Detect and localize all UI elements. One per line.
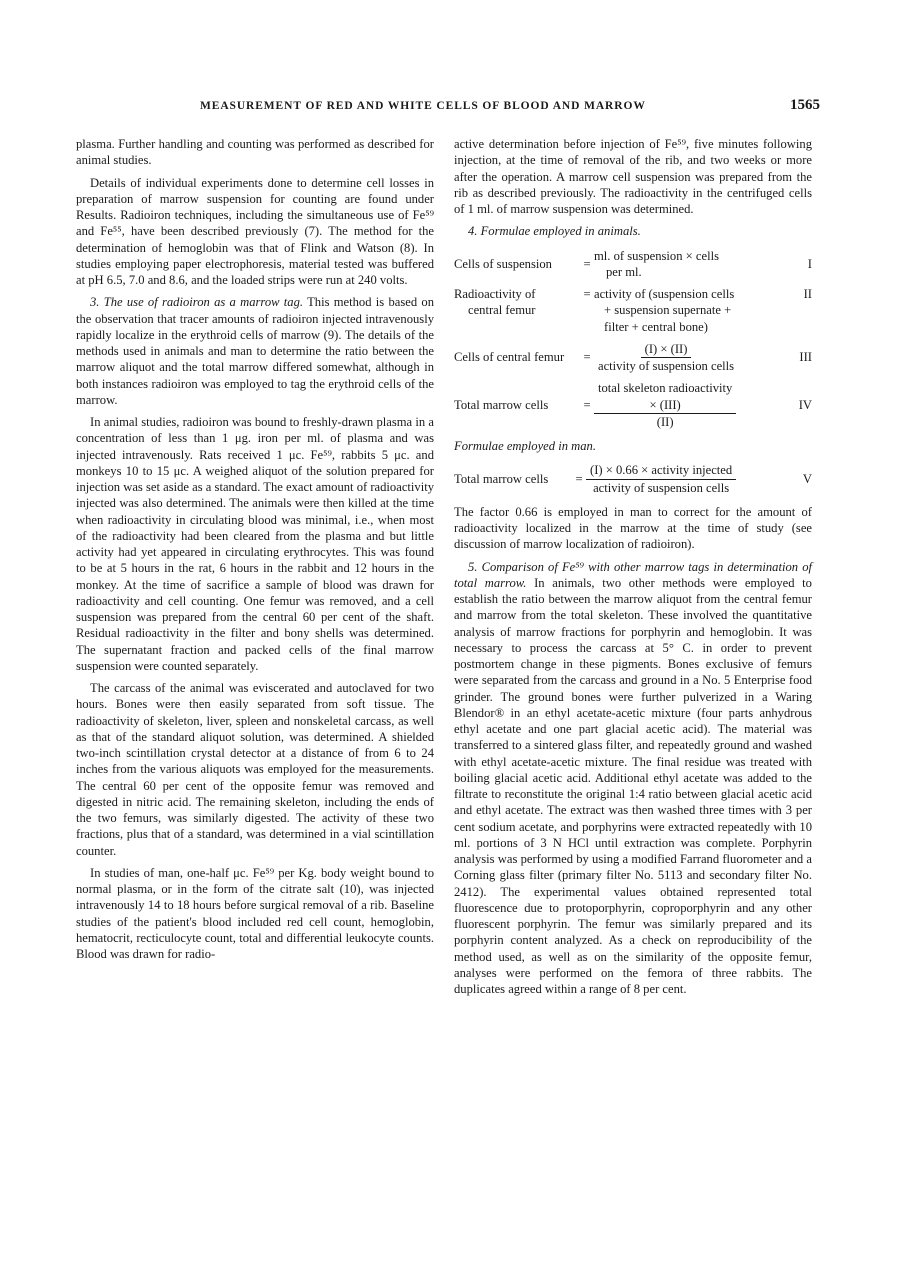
left-paragraph-3 xyxy=(76,294,434,408)
formula-3-expression xyxy=(594,341,780,375)
section-3-heading: 3. The use of radioiron as a marrow tag. xyxy=(90,295,304,310)
formula-1-expr-line-2: per ml. xyxy=(606,264,642,279)
formula-2-expr-line-2: + suspension supernate + xyxy=(604,303,732,318)
formula-3-label: Cells of central femur xyxy=(454,350,565,365)
formula-2-expr-line-1: activity of (suspension cells xyxy=(594,287,735,301)
running-head xyxy=(200,97,820,113)
formula-5-numerator: (I) × 0.66 × activity injected xyxy=(586,462,736,479)
formula-5-denominator: activity of suspension cells xyxy=(593,480,730,495)
formula-3 xyxy=(454,341,812,375)
formula-1-label: Cells of suspension xyxy=(454,256,552,271)
left-paragraph-2: Details of individual experiments done to determine cell losses in preparation of marrow suspension for counting are found under Results. Radioiron techniques, including the simultaneous use of Fe⁵⁹ and Fe⁵⁵, have been described previously (7). The method for the determination of hemoglobin was that of Flink and Watson (8). In studies employing paper electrophoresis, material tested was buffered at pH 6.5, 7.0 and 8.6, and the loaded strips were run at 240 volts. xyxy=(76,175,434,287)
formula-3-denominator: activity of suspension cells xyxy=(598,359,735,373)
formula-2-expression xyxy=(594,286,780,335)
formula-3-fraction xyxy=(594,341,738,375)
formula-4-equals: = xyxy=(583,398,591,412)
formulae-man-heading: Formulae employed in man. xyxy=(454,439,596,453)
formula-2-expr-line-3: filter + central bone) xyxy=(604,319,708,334)
formula-2-label-line-1: Radioactivity of xyxy=(454,287,536,301)
formula-1-number: I xyxy=(807,256,812,271)
formulae-animals-heading: 4. Formulae employed in animals. xyxy=(468,224,641,239)
section-5-body: In animals, two other methods were employed to establish the ratio between the marrow aliquot from the central femur and marrow from the total skeleton. These involved the quantitative analysis of marrow fractions for porphyrin and hemoglobin. It was necessary to process the carcass at 5° C. in order to prevent postmortem change in these pigments. Bones exclusive of femurs were separated from the carcass and ground in a No. 5 Enterprise food grinder. The ground bones were further pulverized in a Waring Blendor® in an ethyl acetate-acetic mixture (four parts anhydrous ethyl acetate and one part glacial acetic acid). The material was transferred to a sintered glass filter, and repeatedly ground and washed with ethyl acetate-acetic mixture. The final residue was treated with boiling glacial acetic acid. Additional ethyl acetate was added to the filtrate to reconstitute the original 1:4 ratio between glacial acetic acid and ethyl acetate. The extract was then washed three times with 3 per cent sodium acetate, and porphyrins were extracted repeatedly with 10 ml. portions of 3 N HCl until extraction was complete. Porphyrin analysis was performed by using a modified Farrand fluorometer and a Corning glass filter (primary filter No. 5113 and secondary filter No. 2412). The experimental values obtained represented total fluorescence due to protoporphyrin, coproporphyrin and any other fluorescent porphyrin. The femur was similarly prepared and its porphyrin content analyzed. As a check on reproducibility of the method used, as well as on the similarity of the opposite femur, analyses were performed on the femora of three rabbits. The duplicates agreed within a range of 8 per cent. xyxy=(454,575,812,996)
left-paragraph-5: The carcass of the animal was eviscerated and autoclaved for two hours. Bones were then easily separated from soft tissue. The radioactivity of skeleton, liver, spleen and nonskeletal carcass, as well as that of the standard aliquot solution, was determined. A shielded two-inch scintillation crystal detector at a distance of from 6 to 24 inches from the various aliquots was employed for the measurements. The central 60 per cent of the opposite femur was removed and digested in nitric acid. The remaining skeleton, including the ends of the two femurs, was similarly digested. The activity of these two fractions, plus that of a standard, was determined in a vial scintillation counter. xyxy=(76,681,434,858)
formula-2-number: II xyxy=(803,287,812,301)
formula-2-equals: = xyxy=(583,287,591,301)
formula-1-expression xyxy=(594,248,780,281)
formula-4-numerator xyxy=(594,380,736,414)
formula-3-equals: = xyxy=(583,350,591,365)
left-paragraph-4: In animal studies, radioiron was bound to freshly-drawn plasma in a concentration of less than 1 μg. iron per ml. of plasma and was injected intravenously. Rats received 1 μc. Fe⁵⁹, rabbits 5 μc. and monkeys 10 to 15 μc. A weighed aliquot of the solution prepared for injection was set aside as a standard. The exact amount of radioactivity injected was also determined. The animals were then killed at the time when radioactivity in circulating blood was minimal, i.e., when most of the radioactivity had been cleared from the plasma and but little activity had yet appeared in circulating erythrocytes. This was found to be at 5 hours in the rat, 6 hours in the rabbit and 12 hours in the monkey. At the time of sacrifice a sample of blood was drawn for radioactivity and cell counting. One femur was removed, and a cell suspension was prepared from the central 60 per cent of the shaft. Residual radioactivity in the filter and bony shells was determined. The supernatant fraction and packed cells of the final marrow suspension were counted separately. xyxy=(76,415,434,673)
right-column xyxy=(454,136,812,1003)
formula-5-label: Total marrow cells xyxy=(454,471,549,486)
formula-5-number: V xyxy=(802,471,812,486)
formula-1-equals: = xyxy=(583,256,591,271)
running-title: MEASUREMENT OF RED AND WHITE CELLS OF BLOOD AND MARROW xyxy=(200,100,646,112)
formula-2 xyxy=(454,286,812,335)
formula-1 xyxy=(454,248,812,281)
formula-4-label: Total marrow cells xyxy=(454,398,549,412)
formulae-animals xyxy=(454,248,812,431)
section-3-body: This method is based on the observation that tracer amounts of radioiron injected intravenously rapidly localize in the erythroid cells of marrow (9). The details of the methods used in animals and man to determine the ratio between the marrow aliquot and the total marrow differed somewhat, although in both instances radioiron was employed to tag the erythroid cells of the marrow. xyxy=(76,295,434,407)
section-5-heading: 5. Comparison of Fe⁵⁹ with other marrow tags in determination of total marrow. xyxy=(454,559,812,590)
formula-4 xyxy=(454,380,812,430)
formula-4-numerator-line-1: total skeleton radioactivity xyxy=(598,381,733,396)
formula-4-fraction xyxy=(594,380,736,430)
formula-5-expression xyxy=(586,462,780,496)
formula-4-numerator-line-2: × (III) xyxy=(649,397,681,412)
formula-2-label xyxy=(454,286,580,319)
formula-5-equals: = xyxy=(575,471,583,486)
page-number: 1565 xyxy=(790,97,820,113)
right-paragraph-1: active determination before injection of Fe⁵⁹, five minutes following injection, at the time of removal of the rib, and two weeks or more after the operation. A marrow cell suspension was prepared from the rib as described previously. The radioactivity in the centrifuged cells of 1 ml. of marrow suspension was determined. xyxy=(454,137,812,216)
formula-2-label-line-2: central femur xyxy=(468,303,536,318)
formula-4-expression xyxy=(594,380,780,430)
formulae-man xyxy=(454,462,812,496)
formula-4-denominator: (II) xyxy=(656,414,674,429)
left-paragraph-1: plasma. Further handling and counting was performed as described for animal studies. xyxy=(76,137,434,168)
right-paragraph-2: The factor 0.66 is employed in man to correct for the amount of radioactivity localized in the marrow at the time of study (see discussion of marrow localization of radioiron). xyxy=(454,504,812,552)
right-paragraph-3 xyxy=(454,559,812,998)
formula-5 xyxy=(454,462,812,496)
left-column xyxy=(76,136,434,968)
formula-4-number: IV xyxy=(798,398,812,412)
formula-1-expr-line-1: ml. of suspension × cells xyxy=(594,248,719,263)
formula-3-numerator: (I) × (II) xyxy=(641,341,692,358)
formula-5-fraction xyxy=(586,462,736,496)
formula-3-number: III xyxy=(799,350,812,365)
left-paragraph-6: In studies of man, one-half μc. Fe⁵⁹ per Kg. body weight bound to normal plasma, or in the form of the citrate salt (10), was injected intravenously 14 to 18 hours before surgical removal of a rib. Baseline studies of the patient's blood included red cell count, hemoglobin, hematocrit, recticulocyte count, total and differential leukocyte counts. Blood was drawn for radio- xyxy=(76,865,434,961)
